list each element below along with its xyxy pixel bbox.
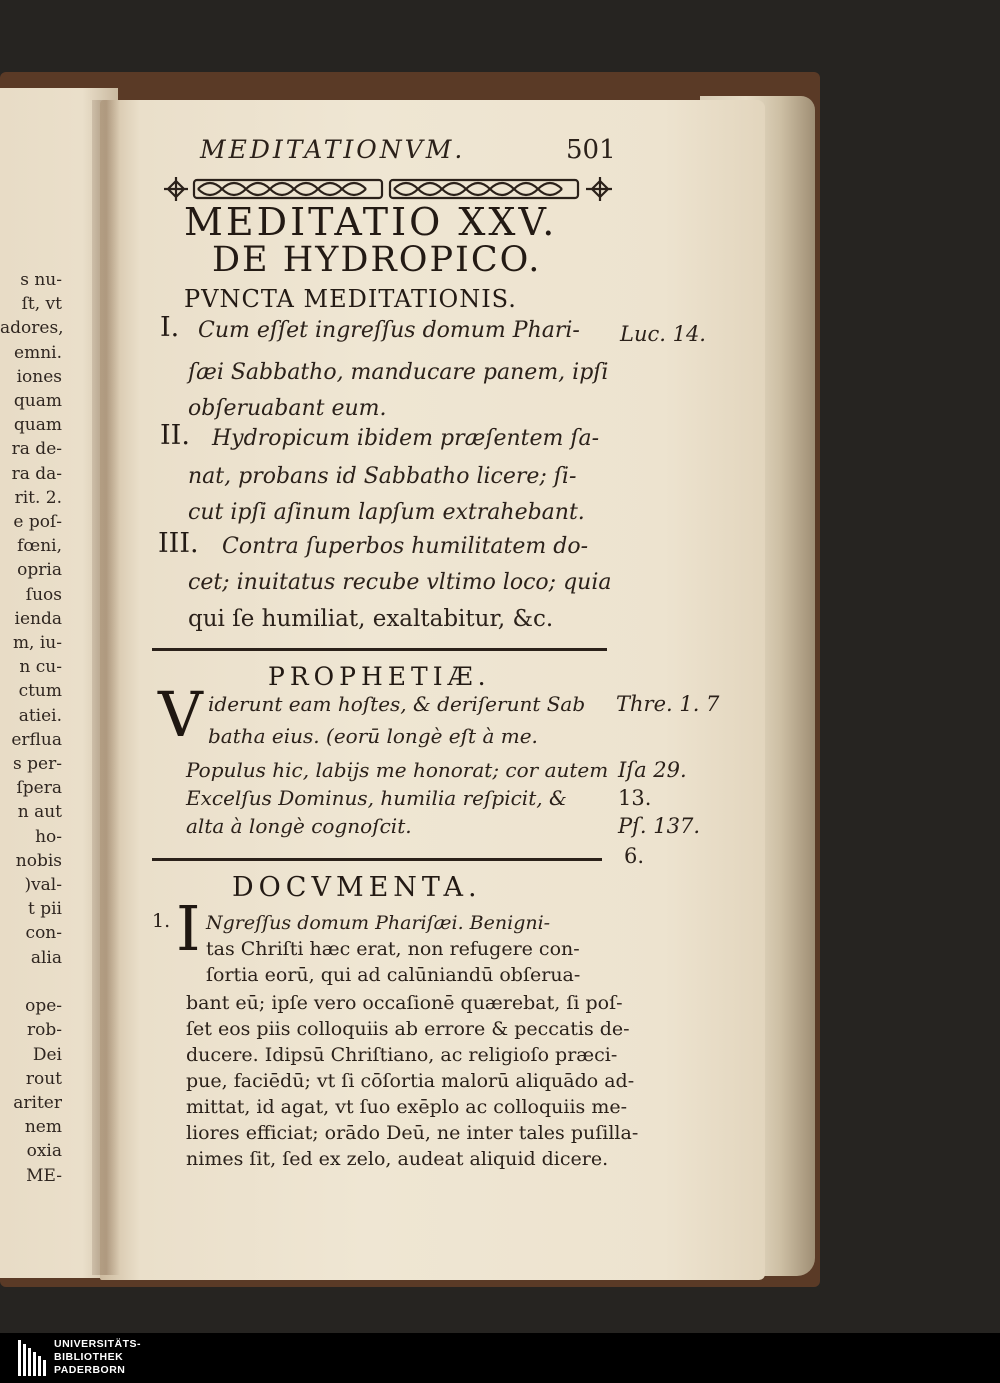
margin-reference: 13. [618,786,652,810]
left-page-fragment: erflua [11,729,62,750]
prophetiae-heading: PROPHETIÆ. [268,662,491,691]
left-page-fragment: nem [24,1117,62,1138]
prophetia-line: alta à longè cognoſcit. [186,814,412,838]
punctum-line: Hydropicum ibidem præſentem ſa- [212,426,600,451]
documentum-line: Ngreſſus domum Phariſæi. Benigni- [206,912,551,934]
section-rule [152,858,602,861]
library-name [54,1338,141,1377]
left-page-fragment: m, iu- [12,633,62,654]
left-page-fragment: nobis [15,850,62,871]
puncta-heading: PVNCTA MEDITATIONIS. [184,285,517,313]
punctum-number: III. [158,528,199,559]
margin-reference: Pſ. 137. [618,814,701,838]
prophetia-line: iderunt eam hoſtes, & deriſerunt Sab [208,692,586,716]
meditation-subtitle: DE HYDROPICO. [212,240,542,280]
documentum-line: ſortia eorū, qui ad calūniandū obſerua- [206,964,581,986]
meditation-title: MEDITATIO XXV. [184,200,558,244]
punctum-number: II. [160,420,190,451]
page-number: 501 [566,135,616,165]
left-page-fragment: ho- [35,826,62,847]
running-head: MEDITATIONVM. [200,135,466,164]
gutter-shadow [92,100,120,1275]
left-page-fragment: n aut [17,802,62,823]
left-page-fragment: ſuos [25,584,62,605]
punctum-line: ſæi Sabbatho, manducare panem, ipſi [188,360,609,385]
footer-bar [0,1333,1000,1383]
left-page-fragment: s nu- [20,270,62,290]
documentum-line: liores efficiat; orādo Deū, ne inter tales puſilla- [186,1122,639,1144]
library-name-line: UNIVERSITÄTS- [54,1338,142,1350]
left-page-fragment: e poſ- [13,512,62,533]
left-page-fragment: ME- [26,1165,62,1186]
left-page-fragment: ctum [18,681,62,702]
punctum-line: nat, probans id Sabbatho licere; ſi- [188,464,577,489]
left-page-fragment: ra da- [11,463,62,484]
margin-reference: Iſa 29. [618,758,687,782]
left-page-fragment: rit. 2. [14,487,62,508]
documentum-line: nimes ſit, ſed ex zelo, audeat aliquid dicere. [186,1148,609,1170]
punctum-line: cut ipſi aſinum lapſum extrahebant. [188,500,585,525]
left-page-fragment: ſt, vt [21,294,62,315]
left-page-fragment: ope- [25,996,62,1017]
left-page-fragment: ienda [14,608,62,629]
left-page-fragment: fœni, [17,536,62,557]
margin-reference: 6. [624,844,645,868]
left-page-fragment: s per- [13,754,62,775]
punctum-line: Contra ſuperbos humilitatem do- [222,534,588,559]
documentum-line: pue, faciēdū; vt ſi cōſortia malorū aliquādo ad- [186,1070,635,1092]
left-page-fragment: ra de- [11,439,62,460]
punctum-line: obſeruabant eum. [188,396,387,421]
documentum-line: mittat, id agat, vt ſuo exēplo ac colloquiis me- [186,1096,627,1118]
margin-reference: Luc. 14. [620,322,706,346]
prophetia-line: Populus hic, labijs me honorat; cor autem [186,758,609,782]
left-page-fragment: alia [30,947,62,968]
left-page-text [0,268,62,1188]
margin-reference: Thre. 1. 7 [616,692,720,716]
left-page-fragment: rout [25,1068,62,1089]
left-page-fragment: n cu- [19,657,62,678]
left-page-fragment: )val- [24,875,62,896]
prophetia-line: batha eius. (eorū longè eſt à me. [208,724,538,748]
drop-capital: V [158,678,203,751]
library-name-line: BIBLIOTHEK [54,1351,124,1363]
drop-capital: I [176,892,201,965]
left-page-fragment: quam [13,391,62,412]
left-page-fragment: atiei. [18,705,62,726]
documenta-heading: DOCVMENTA. [232,872,482,903]
left-page-fragment: oxia [26,1141,62,1162]
left-page-fragment: iones [16,366,62,387]
punctum-line: qui ſe humiliat, exaltabitur, &c. [188,606,554,632]
left-page-fragment: con- [25,923,62,944]
section-rule [152,648,607,651]
documentum-line: ſet eos piis colloquiis ab errore & peccatis de- [186,1018,630,1040]
documentum-line: ducere. Idipsū Chriſtiano, ac religioſo præci- [186,1044,618,1066]
left-page-fragment [0,970,62,994]
left-page-fragment: t pii [28,899,62,920]
documentum-number: 1. [152,910,171,932]
left-page-fragment: rob- [27,1020,62,1041]
left-page-fragment: emni. [14,342,62,363]
library-name-line: PADERBORN [54,1364,126,1376]
punctum-line: cet; inuitatus recube vltimo loco; quia [188,570,612,595]
documentum-line: tas Chriſti hæc erat, non refugere con- [206,938,580,960]
library-logo-icon [18,1340,46,1376]
punctum-line: Cum eſſet ingreſſus domum Phari- [198,318,580,343]
left-page-fragment: quam [13,415,62,436]
left-page-fragment: ſpera [16,778,62,799]
punctum-number: I. [160,312,180,343]
left-page-fragment: Dei [32,1044,62,1065]
prophetia-line: Excelſus Dominus, humilia reſpicit, & [186,786,567,810]
documentum-line: bant eū; ipſe vero occaſionē quærebat, ſi poſ- [186,992,623,1014]
left-page-fragment: opria [17,560,62,581]
left-page-fragment: adores, [0,318,64,339]
left-page-fragment: ariter [13,1092,62,1113]
